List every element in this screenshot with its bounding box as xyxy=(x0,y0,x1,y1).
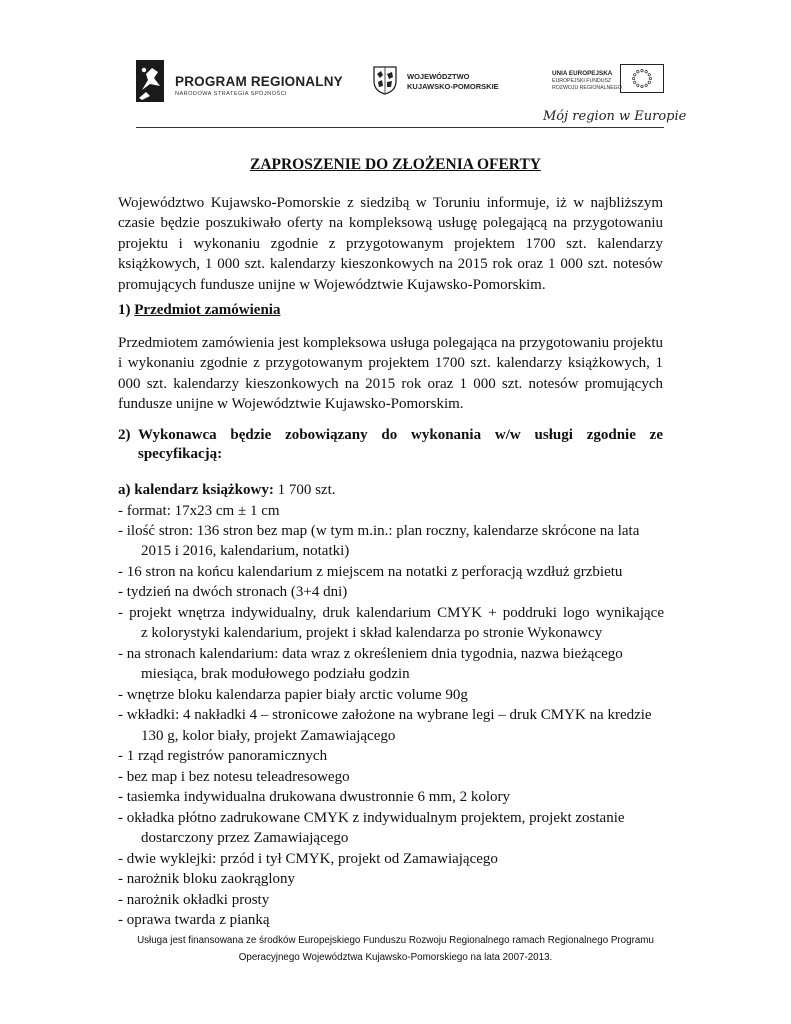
spec-line: - tasiemka indywidualna drukowana dwustronnie 6 mm, 2 kolory xyxy=(118,789,511,805)
program-regionalny-logo-icon xyxy=(136,60,164,102)
spec-line: - wkładki: 4 nakładki 4 – stronicowe założone na wybrane legi – druk CMYK na kredzie xyxy=(118,707,652,723)
spec-line: z kolorystyki kalendarium, projekt i skład kalendarza po stronie Wykonawcy xyxy=(141,625,603,641)
spec-line: - dwie wyklejki: przód i tył CMYK, projekt od Zamawiającego xyxy=(118,851,498,867)
spec-line: - format: 17x23 cm ± 1 cm xyxy=(118,503,280,519)
section2-title-line1: Wykonawca będzie zobowiązany do wykonania w/w usługi zgodnie ze xyxy=(138,427,663,443)
item-a-heading xyxy=(118,480,336,500)
section1-number: 1) xyxy=(118,302,131,318)
intro-paragraph: Województwo Kujawsko-Pomorskie z siedzibą w Toruniu informuje, iż w najbliższym czasie będzie poszukiwało oferty na kompleksową usługę polegającą na przygotowaniu projektu i wykonaniu zgodnie z przygotowanym projektem 1700 szt. kalendarzy książkowych, 1 000 szt. kalendarzy kieszonkowych na 2015 rok oraz 1 000 szt. notesów promujących fundusze unijne w Województwie Kujawsko-Pomorskim. xyxy=(118,195,663,293)
program-title: PROGRAM REGIONALNY xyxy=(175,74,343,89)
section1-heading xyxy=(118,300,280,320)
section1-paragraph: Przedmiotem zamówienia jest kompleksowa usługa polegająca na przygotowaniu projektu i wykonaniu zgodnie z przygotowanym projektem 1700 szt. kalendarzy książkowych, 1 000 szt. kalendarzy kieszonkowych na 2015 rok oraz 1 000 szt. notesów promujących fundusze unijne w Województwie Kujawsko-Pomorskim. xyxy=(118,335,663,413)
page-title: ZAPROSZENIE DO ZŁOŻENIA OFERTY xyxy=(249,156,541,173)
spec-line: - narożnik okładki prosty xyxy=(118,892,270,908)
section2-number: 2) xyxy=(118,427,131,443)
spec-line: 2015 i 2016, kalendarium, notatki) xyxy=(141,543,350,559)
spec-line: 130 g, kolor biały, projekt Zamawiającego xyxy=(141,728,396,744)
item-a-quantity: 1 700 szt. xyxy=(273,482,336,498)
voivodeship-name-line2: KUJAWSKO-POMORSKIE xyxy=(407,82,499,91)
program-subtitle: NARODOWA STRATEGIA SPÓJNOŚCI xyxy=(175,91,288,97)
voivodeship-coat-of-arms-icon xyxy=(373,66,397,95)
eu-label-line1: UNIA EUROPEJSKA xyxy=(552,70,613,77)
spec-line: - ilość stron: 136 stron bez map (w tym m.in.: plan roczny, kalendarze skrócone na lata xyxy=(118,523,640,539)
spec-line: dostarczony przez Zamawiającego xyxy=(141,830,349,846)
eu-label-line2: EUROPEJSKI FUNDUSZ xyxy=(552,78,612,84)
voivodeship-name-line1: WOJEWÓDZTWO xyxy=(407,72,470,81)
footer-line1: Usługa jest finansowana ze środków Europejskiego Funduszu Rozwoju Regionalnego ramach Regionalnego Programu xyxy=(137,935,654,946)
item-a-label: a) kalendarz książkowy: xyxy=(118,482,274,498)
spec-line: - 1 rząd registrów panoramicznych xyxy=(118,748,328,764)
spec-line: - projekt wnętrza indywidualny, druk kalendarium CMYK + poddruki logo wynikające xyxy=(118,605,664,621)
eu-flag-icon xyxy=(620,64,664,93)
spec-line: - 16 stron na końcu kalendarium z miejscem na notatki z perforacją wzdłuż grzbietu xyxy=(118,564,623,580)
spec-line: - oprawa twarda z pianką xyxy=(118,912,270,928)
footer-line2: Operacyjnego Województwa Kujawsko-Pomorskiego na lata 2007-2013. xyxy=(238,952,553,963)
spec-line: - na stronach kalendarium: data wraz z określeniem dnia tygodnia, nazwa bieżącego xyxy=(118,646,623,662)
header-divider xyxy=(136,127,664,128)
spec-line: miesiąca, brak modułowego podziału godzin xyxy=(141,666,410,682)
spec-line: - bez map i bez notesu teleadresowego xyxy=(118,769,350,785)
spec-line: - okładka płótno zadrukowane CMYK z indywidualnym projektem, projekt zostanie xyxy=(118,810,625,826)
spec-line: - narożnik bloku zaokrąglony xyxy=(118,871,296,887)
eu-label-line3: ROZWOJU REGIONALNEGO xyxy=(552,85,622,91)
slogan: Mój region w Europie xyxy=(543,109,687,124)
section2-title-line2: specyfikacją: xyxy=(138,446,223,462)
section1-title: Przedmiot zamówienia xyxy=(134,302,281,318)
spec-line: - wnętrze bloku kalendarza papier biały arctic volume 90g xyxy=(118,687,468,703)
spec-line: - tydzień na dwóch stronach (3+4 dni) xyxy=(118,584,348,600)
